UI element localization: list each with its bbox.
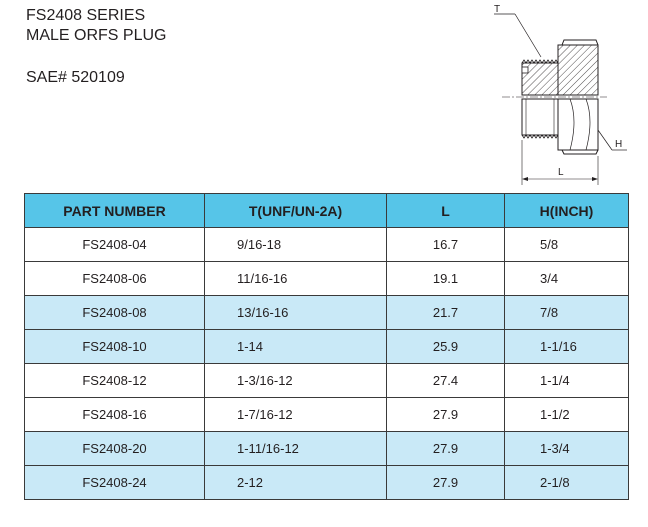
cell-length: 16.7 [387, 228, 505, 262]
cell-length: 27.9 [387, 466, 505, 500]
table-row [25, 364, 629, 398]
table-row [25, 228, 629, 262]
cell-length: 27.4 [387, 364, 505, 398]
table-row [25, 296, 629, 330]
label-l: L [558, 167, 564, 178]
cell-length: 27.9 [387, 432, 505, 466]
sae-number: SAE# 520109 [26, 69, 125, 86]
product-title: MALE ORFS PLUG [26, 27, 167, 44]
cell-length: 27.9 [387, 398, 505, 432]
col-header-part-number: PART NUMBER [25, 194, 205, 228]
table-row [25, 262, 629, 296]
cell-thread: 1-11/16-12 [205, 432, 387, 466]
cell-thread: 9/16-18 [205, 228, 387, 262]
table-row [25, 330, 629, 364]
col-header-length: L [387, 194, 505, 228]
cell-thread: 1-7/16-12 [205, 398, 387, 432]
cell-hex: 1-1/16 [505, 330, 629, 364]
cell-thread: 2-12 [205, 466, 387, 500]
col-header-thread: T(UNF/UN-2A) [205, 194, 387, 228]
cell-hex: 7/8 [505, 296, 629, 330]
table-row [25, 398, 629, 432]
cell-hex: 5/8 [505, 228, 629, 262]
cell-hex: 2-1/8 [505, 466, 629, 500]
col-header-hex: H(INCH) [505, 194, 629, 228]
cell-part: FS2408-08 [25, 296, 205, 330]
label-t: T [494, 4, 501, 15]
cell-part: FS2408-06 [25, 262, 205, 296]
cell-part: FS2408-20 [25, 432, 205, 466]
cell-hex: 1-3/4 [505, 432, 629, 466]
cell-length: 25.9 [387, 330, 505, 364]
cell-part: FS2408-04 [25, 228, 205, 262]
cell-thread: 1-14 [205, 330, 387, 364]
cell-thread: 13/16-16 [205, 296, 387, 330]
table-header-row [25, 194, 629, 228]
title-block [26, 6, 166, 46]
cell-thread: 11/16-16 [205, 262, 387, 296]
spec-table [24, 193, 629, 500]
cell-hex: 1-1/4 [505, 364, 629, 398]
label-h: H [615, 139, 623, 150]
cell-thread: 1-3/16-12 [205, 364, 387, 398]
cell-part: FS2408-16 [25, 398, 205, 432]
plug-drawing [480, 0, 648, 190]
cell-part: FS2408-12 [25, 364, 205, 398]
cell-part: FS2408-24 [25, 466, 205, 500]
cell-hex: 3/4 [505, 262, 629, 296]
table-row [25, 466, 629, 500]
cell-hex: 1-1/2 [505, 398, 629, 432]
cell-length: 21.7 [387, 296, 505, 330]
series-title: FS2408 SERIES [26, 7, 146, 24]
cell-length: 19.1 [387, 262, 505, 296]
table-row [25, 432, 629, 466]
cell-part: FS2408-10 [25, 330, 205, 364]
